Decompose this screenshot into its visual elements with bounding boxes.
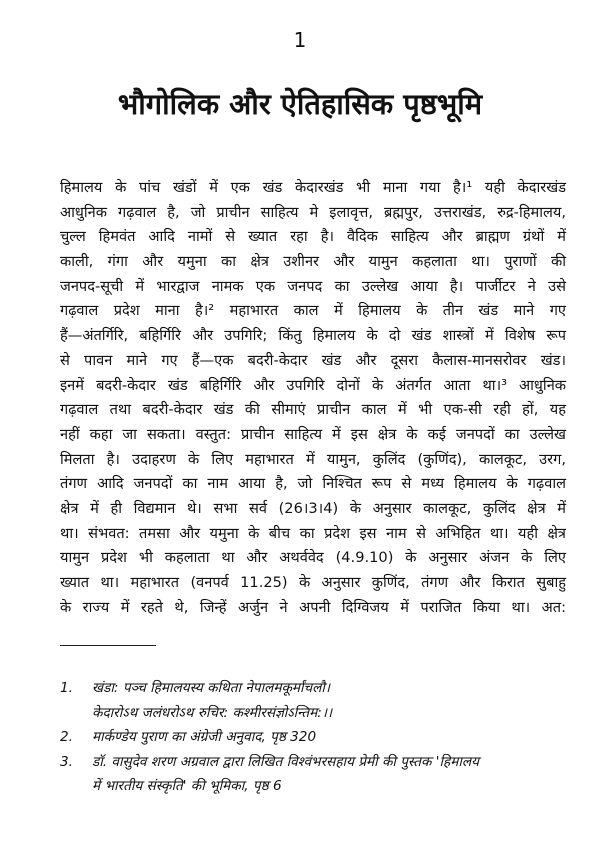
body-line: गढ़वाल तथा बदरी-केदार खंड की सीमाएं प्राचीन काल में भी एक-सी रही हों, यह (60, 401, 566, 419)
chapter-title: भौगोलिक और ऐतिहासिक पृष्ठभूमि (117, 87, 483, 121)
footnote-number: 3. (60, 753, 73, 770)
footnote-text (92, 750, 479, 799)
footnote-line: डॉ. वासुदेव शरण अग्रवाल द्वारा लिखित विश्वंभरसहाय प्रेमी की पुस्तक 'हिमालय (92, 753, 480, 770)
footnote (60, 725, 570, 750)
footnote (60, 750, 570, 799)
footnote-divider (60, 645, 156, 646)
footnote-text (92, 725, 316, 750)
body-line: यामुन प्रदेश भी कहलाता था और अथर्ववेद (4.9.10) के अनुसार अंजन के लिए (60, 549, 566, 567)
footnotes (60, 676, 570, 799)
body-line: के राज्य में रहते थे, जिन्हें अर्जुन ने अपनी दिग्विजय में पराजित किया था। अत: (60, 598, 566, 616)
body-line: मिलता है। उदाहरण के लिए महाभारत में यामुन, कुलिंद (कुणिंद), कालकूट, उरग, (60, 450, 566, 468)
body-line: चुल्ल हिमवंत आदि नामों से ख्यात रहा है। वैदिक साहित्य और ब्राह्मण ग्रंथों में (60, 228, 566, 246)
footnote (60, 676, 570, 725)
page-number: 1 (293, 28, 307, 52)
body-line: इनमें बदरी-केदार खंड बहिर्गिरि और उपगिरि दोनों के अंतर्गत आता था।³ आधुनिक (60, 376, 567, 394)
body-line: जनपद-सूची में भारद्वाज नामक एक जनपद का उल्लेख आया है। पार्जीटर ने उसे (60, 277, 566, 295)
body-line: आधुनिक गढ़वाल है, जो प्राचीन साहित्य मे इलावृत्त, ब्रह्मपुर, उत्तराखंड, रुद्र-हिमालय, (60, 203, 566, 221)
footnote-number: 1. (60, 680, 73, 696)
body-line: था। संभवत: तमसा और यमुना के बीच का प्रदेश इस नाम से अभिहित था। यही क्षेत्र (60, 524, 566, 542)
body-line: गढ़वाल प्रदेश माना है।² महाभारत काल में हिमालय के तीन खंड माने गए (60, 302, 566, 320)
footnote-number: 2. (60, 729, 73, 745)
footnote-line: में भारतीय संस्कृति' की भूमिका, पृष्ठ 6 (92, 778, 282, 794)
body-line: हैं—अंतर्गिरि, बहिर्गिरि और उपगिरि; किंतु हिमालय के दो खंड शास्त्रों में विशेष रूप (60, 327, 566, 345)
body-line: हिमालय के पांच खंडों में एक खंड केदारखंड भी माना गया है।¹ यही केदारखंड (60, 179, 566, 196)
body-line: क्षेत्र में ही विद्यमान थे। सभा सर्व (26।3।4) के अनुसार कालकूट, कुलिंद क्षेत्र में (60, 499, 566, 517)
body-line: काली, गंगा और यमुना का क्षेत्र उशीनर और यामुन कहलाता था। पुराणों की (60, 253, 566, 271)
footnote-line: मार्कण्डेय पुराण का अंग्रेजी अनुवाद, पृष्ठ 320 (92, 729, 317, 745)
footnote-text (92, 676, 332, 725)
body-text (60, 176, 566, 620)
body-line: नहीं कहा जा सकता। वस्तुत: प्राचीन साहित्य में इस क्षेत्र के कई जनपदों का उल्लेख (60, 425, 566, 443)
footnote-line: केदारोऽथ जलंधरोऽथ रुचिर: कश्मीरसंज्ञोऽन्तिम:।। (92, 704, 333, 721)
footnote-line: खंडा: पञ्च हिमालयस्य कथिता नेपालमकूर्मांचलौ। (92, 680, 331, 696)
body-line: तंगण आदि जनपदों का नाम आया है, जो निश्चित रूप से मध्य हिमालय के गढ़वाल (60, 475, 566, 493)
body-line: से पावन माने गए हैं—एक बदरी-केदार खंड और दूसरा कैलास-मानसरोवर खंड। (60, 351, 566, 369)
body-line: ख्यात था। महाभारत (वनपर्व 11.25) के अनुसार कुणिंद, तंगण और किरात सुबाहु (60, 574, 566, 591)
